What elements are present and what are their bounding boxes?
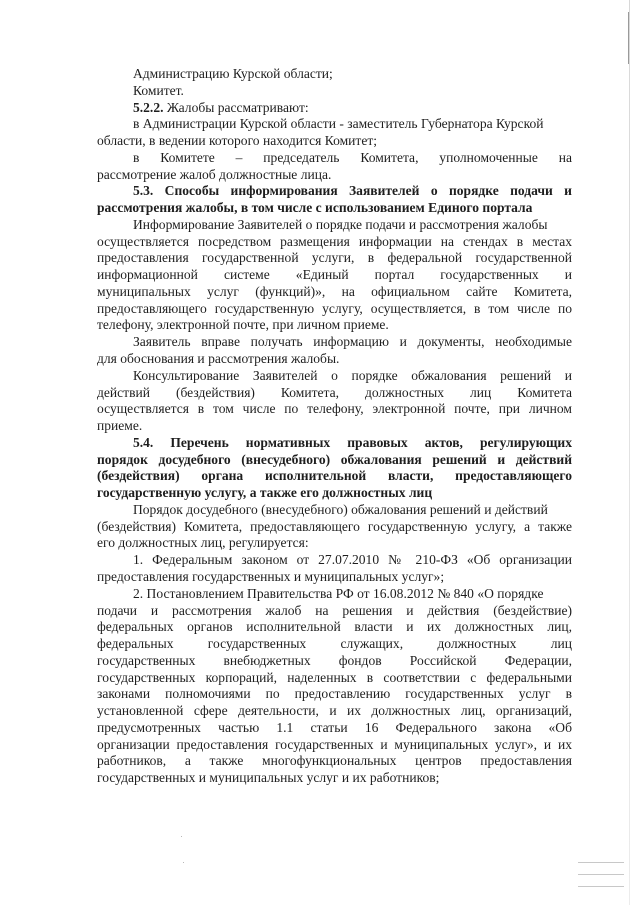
text-line: установленной сфере деятельности, и их должностных лиц, организаций, — [97, 703, 572, 719]
text-line: Информирование Заявителей о порядке подачи и рассмотрения жалобы — [133, 216, 548, 232]
text-line — [97, 100, 572, 117]
document-body — [97, 66, 572, 787]
text-line: 5.4. Перечень нормативных правовых актов, регулирующих — [133, 434, 572, 450]
scan-speck — [181, 836, 182, 837]
text-line: приеме. — [97, 418, 143, 434]
text-line: его должностных лиц, регулируется: — [97, 535, 309, 551]
text-line: Порядок досудебного (внесудебного) обжалования решений и действий — [133, 501, 548, 517]
text-line: Заявитель вправе получать информацию и документы, необходимые — [133, 334, 572, 350]
text-line: работников, а также многофункциональных центров предоставления — [97, 753, 572, 769]
text-line: 2. Постановлением Правительства РФ от 16.08.2012 № 840 «О порядке — [133, 585, 544, 601]
text-line: действий (бездействия) Комитета, должностных лиц Комитета — [97, 384, 572, 400]
text-line: порядок досудебного (внесудебного) обжалования решений и действий — [97, 451, 572, 467]
text-line: (бездействия) Комитета, предоставляющего государственную услугу, а также — [97, 518, 572, 534]
text-line: рассмотрения жалобы, в том числе с использованием Единого портала — [97, 200, 533, 216]
text-line: в Комитете – председатель Комитета, уполномоченные на — [133, 149, 572, 165]
scan-speck — [183, 862, 184, 863]
text-line: предоставления государственных и муниципальных услуг»; — [97, 568, 445, 584]
text-line: федеральных государственных служащих, должностных лиц — [97, 636, 572, 652]
text-line: 1. Федеральным законом от 27.07.2010 № 210-ФЗ «Об организации — [133, 552, 572, 568]
text-line: федеральных органов исполнительной власти и их должностных лиц, — [97, 619, 572, 635]
text-line: осуществляется в том числе по телефону, электронной почте, при личном — [97, 401, 572, 417]
scan-corner-marks — [578, 862, 624, 892]
text-line: телефону, электронной почте, при личном приеме. — [97, 317, 389, 333]
text-line: (бездействия) органа исполнительной власти, предоставляющего — [97, 468, 572, 484]
text-line: информационной системе «Единый портал государственных и — [97, 267, 572, 283]
text-line: осуществляется посредством размещения информации на стендах в местах — [97, 233, 572, 249]
text-line: для обоснования и рассмотрения жалобы. — [97, 351, 340, 367]
text-line: организации предоставления государственных и муниципальных услуг», и их — [97, 736, 572, 752]
text-line: законами полномочиями по предоставлению государственных услуг в — [97, 686, 572, 702]
text-line: рассмотрение жалоб должностные лица. — [97, 166, 332, 182]
text-line: муниципальных услуг (функций)», на официальном сайте Комитета, — [97, 283, 572, 299]
section-number: 5.2.2. — [133, 99, 164, 115]
scan-edge — [629, 0, 630, 905]
text-line: государственных и муниципальных услуг и их работников; — [97, 770, 440, 786]
text-line: предоставляющего государственную услугу, осуществляется, в том числе по — [97, 300, 572, 316]
text-run: Жалобы рассматривают: — [163, 99, 309, 115]
scan-edge-mark — [628, 12, 629, 64]
text-line: подачи и рассмотрения жалоб на решения и действия (бездействие) — [97, 602, 572, 618]
text-line: в Администрации Курской области - заместитель Губернатора Курской — [133, 116, 544, 132]
text-line: предусмотренных частью 1.1 статьи 16 Федерального закона «Об — [97, 719, 572, 735]
text-line: Комитет. — [133, 82, 184, 98]
text-line: государственных корпораций, наделенных в соответствии с федеральными — [97, 669, 572, 685]
text-line: области, в ведении которого находится Комитет; — [97, 133, 378, 149]
text-line: Администрацию Курской области; — [133, 66, 333, 81]
text-line: государственную услугу, а также его должностных лиц — [97, 485, 433, 501]
text-line: Консультирование Заявителей о порядке обжалования решений и — [133, 367, 572, 383]
text-line: 5.3. Способы информирования Заявителей о порядке подачи и — [133, 183, 572, 199]
text-line: государственных внебюджетных фондов Российской Федерации, — [97, 652, 572, 668]
text-line: предоставления государственной услуги, в федеральной государственной — [97, 250, 572, 266]
